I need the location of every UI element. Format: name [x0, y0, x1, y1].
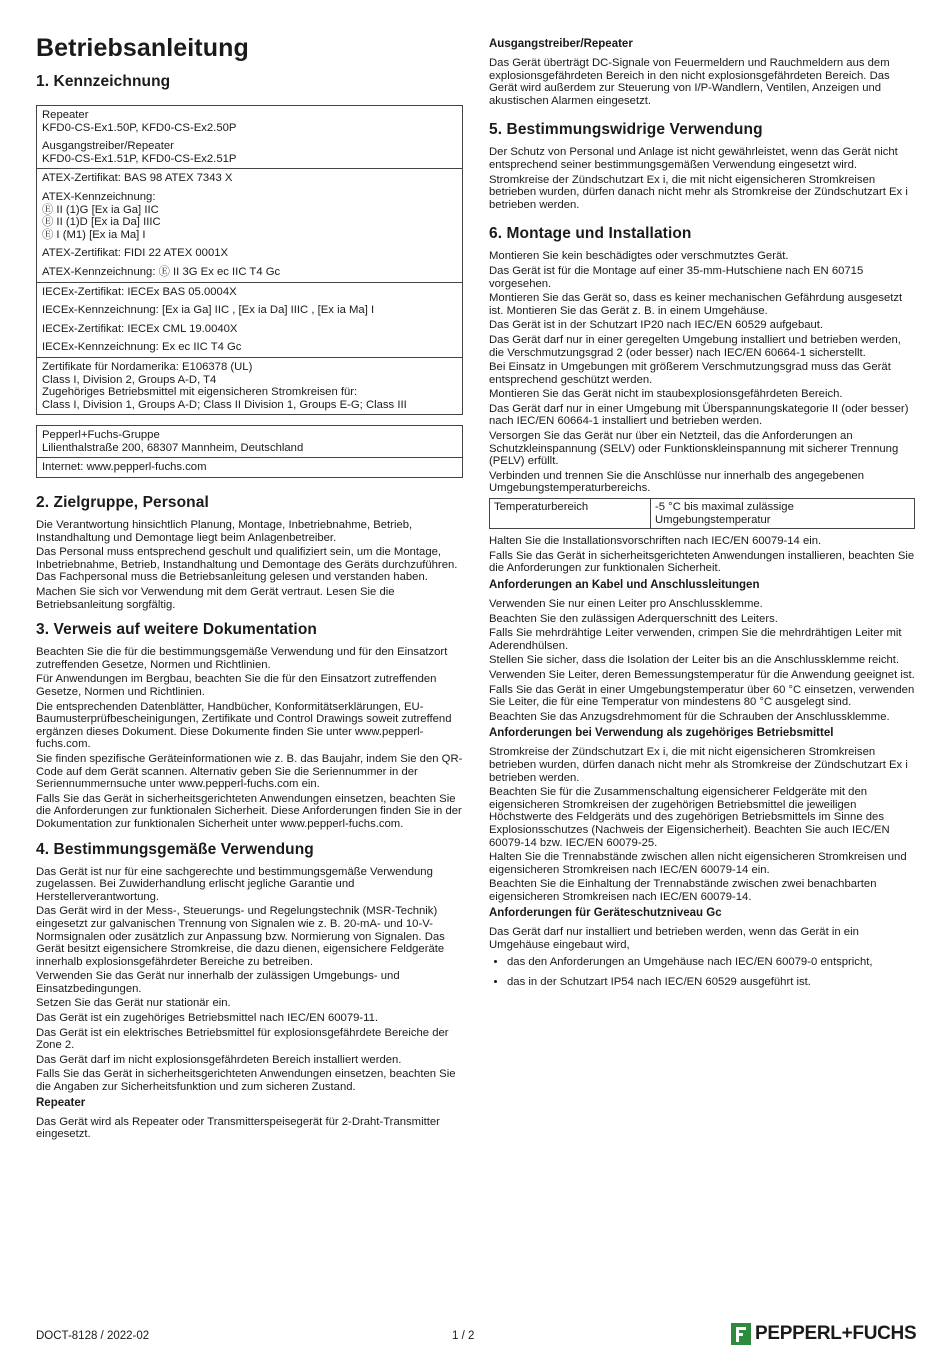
- section-dokumentation: [36, 621, 463, 830]
- subheading-repeater: Repeater: [36, 1096, 86, 1109]
- paragraph: Beachten Sie die Einhaltung der Trennabstände zwischen zwei benachbarten eigensicheren Stromkreisen nach IEC/EN 60079-14.: [489, 878, 877, 903]
- right-column: [489, 38, 915, 999]
- paragraph: Das Gerät ist in der Schutzart IP20 nach IEC/EN 60529 aufgebaut.: [489, 319, 824, 332]
- paragraph: Bei Einsatz in Umgebungen mit größerem Verschmutzungsgrad muss das Gerät entsprechend geschützt werden.: [489, 361, 891, 386]
- section-heading: 6. Montage und Installation: [489, 225, 692, 243]
- logo-text: PEPPERL+FUCHS: [755, 1323, 917, 1344]
- paragraph: Die Verantwortung hinsichtlich Planung, Montage, Inbetriebnahme, Betrieb, Instandhaltung und Demontage liegt beim Anlagenbetreiber.: [36, 519, 413, 544]
- paragraph: Versorgen Sie das Gerät nur über ein Netzteil, das die Anforderungen an Schutzkleinspannung (SELV) oder Funktionskleinspannung mit sicherer Trennung (PELV) erfüllt.: [489, 430, 899, 468]
- paragraph: Das Gerät wird in der Mess-, Steuerungs- und Regelungstechnik (MSR-Technik) eingesetzt zur galvanischen Trennung von Signalen wie z. B. 20-mA- und 10-V-Normsignalen oder zusätzlich zur Anpassung bzw. Normierung von Signalen. Das Gerät besitzt eigensichere Stromkreise, die dazu dienen, eigensichere Feldgeräte innerhalb explosionsgefährdeter Bereiche zu betreiben.: [36, 905, 445, 968]
- text-line: IECEx-Zertifikat: IECEx BAS 05.0004X: [42, 285, 237, 298]
- paragraph: Falls Sie mehrdrähtige Leiter verwenden, crimpen Sie die mehrdrähtigen Leiter mit Aderendhülsen.: [489, 627, 902, 652]
- paragraph: Beachten Sie das Anzugsdrehmoment für die Schrauben der Anschlussklemme.: [489, 710, 890, 723]
- paragraph: Montieren Sie das Gerät so, dass es keiner mechanischen Gefährdung ausgesetzt ist. Montieren Sie das Gerät z. B. in einem Umgehäuse.: [489, 292, 903, 317]
- section-heading: 4. Bestimmungsgemäße Verwendung: [36, 840, 314, 858]
- paragraph: Der Schutz von Personal und Anlage ist nicht gewährleistet, wenn das Gerät nicht entsprechend seiner bestimmungsgemäßen Verwendung eingesetzt wird.: [489, 146, 898, 171]
- temperature-value: -5 °C bis maximal zulässige Umgebungstemperatur: [651, 499, 915, 529]
- section-heading: 5. Bestimmungswidrige Verwendung: [489, 121, 763, 139]
- text-line: ATEX-Zertifikat: BAS 98 ATEX 7343 X: [42, 172, 233, 185]
- section-bestimmungswidrig: [489, 121, 915, 211]
- list-item: • das den Anforderungen an Umgehäuse nach IEC/EN 60079-0 entspricht,: [507, 956, 915, 969]
- paragraph: Verwenden Sie Leiter, deren Bemessungstemperatur für die Anwendung geeignet ist.: [489, 668, 915, 681]
- text-line: ATEX-Zertifikat: FIDI 22 ATEX 0001X: [42, 247, 229, 260]
- marking-cell-products: [37, 106, 463, 169]
- text-line: Zertifikate für Nordamerika: E106378 (UL): [42, 360, 253, 373]
- paragraph: Falls Sie das Gerät in sicherheitsgerichteten Anwendungen einsetzen, beachten Sie die Angaben zur Sicherheitsfunktion und zum sicheren Zustand.: [36, 1068, 456, 1094]
- manufacturer-cell: [37, 426, 463, 458]
- text-line: ATEX-Kennzeichnung: Ⓔ II 3G Ex ec IIC T4 Gc: [42, 265, 281, 278]
- section-montage: [489, 225, 915, 989]
- text-line: KFD0-CS-Ex1.51P, KFD0-CS-Ex2.51P: [42, 152, 237, 165]
- paragraph: Beachten Sie für die Zusammenschaltung eigensicherer Feldgeräte mit den eigensicheren Stromkreisen der zugehörigen Betriebsmittel die jeweiligen Höchstwerte des Feldgeräts und des zugehörigen Betriebsmittels im Sinne des Explosionsschutzes (Nachweis der Eigensicherheit). Beachten Sie auch IEC/EN 60079-14 bzw. IEC/EN 60079-25.: [489, 786, 890, 849]
- gc-bullet-list: [489, 956, 915, 989]
- subheading-associated: Anforderungen bei Verwendung als zugehöriges Betriebsmittel: [489, 727, 834, 740]
- paragraph: Das Gerät ist ein zugehöriges Betriebsmittel nach IEC/EN 60079-11.: [36, 1012, 379, 1025]
- paragraph: Stellen Sie sicher, dass die Isolation der Leiter bis an die Anschlussklemme reicht.: [489, 654, 900, 667]
- left-column: [36, 34, 463, 1151]
- paragraph: Die entsprechenden Datenblätter, Handbücher, Konformitätserklärungen, EU-Baumusterprüfbescheinigungen, Zertifikate und Control Drawings soweit zutreffend ergänzen dieses Dokument. Diese Dokumente finden Sie unter www.pepperl-fuchs.com.: [36, 700, 452, 751]
- text-line: KFD0-CS-Ex1.50P, KFD0-CS-Ex2.50P: [42, 121, 237, 134]
- marking-table: [36, 105, 463, 415]
- paragraph: Sie finden spezifische Geräteinformationen wie z. B. das Baujahr, indem Sie den QR-Code auf dem Gerät scannen. Alternativ geben Sie die Seriennummer in der Seriennummernsuche unter www.pepperl-fuchs.com ein.: [36, 752, 463, 791]
- temperature-label: Temperaturbereich: [490, 499, 651, 529]
- paragraph: Stromkreise der Zündschutzart Ex i, die mit nicht eigensicheren Stromkreisen betrieben wurden, dürfen danach nicht mehr als Stromkreise der Zündschutzart Ex i betrieben werden.: [489, 746, 908, 784]
- text-line: Ausgangstreiber/Repeater: [42, 140, 174, 153]
- paragraph: Montieren Sie das Gerät nicht im staubexplosionsgefährdeten Bereich.: [489, 388, 843, 401]
- text-line: IECEx-Zertifikat: IECEx CML 19.0040X: [42, 322, 238, 335]
- website-link[interactable]: Internet: www.pepperl-fuchs.com: [42, 461, 207, 474]
- paragraph: Das Gerät ist ein elektrisches Betriebsmittel für explosionsgefährdete Bereiche der Zone 2.: [36, 1026, 449, 1052]
- text-line: Zugehöriges Betriebsmittel mit eigensicheren Stromkreisen für:: [42, 386, 358, 399]
- paragraph: Das Gerät wird als Repeater oder Transmitterspeisegerät für 2-Draht-Transmitter eingesetzt.: [36, 1115, 440, 1141]
- paragraph: Das Gerät ist für die Montage auf einer 35-mm-Hutschiene nach EN 60715 vorgesehen.: [489, 264, 864, 290]
- paragraph: Halten Sie die Installationsvorschriften nach IEC/EN 60079-14 ein.: [489, 535, 822, 548]
- paragraph: Montieren Sie kein beschädigtes oder verschmutztes Gerät.: [489, 250, 789, 263]
- paragraph: Falls Sie das Gerät in sicherheitsgerichteten Anwendungen installieren, beachten Sie die Anforderungen zur funktionalen Sicherheit.: [489, 549, 915, 575]
- subheading-cable: Anforderungen an Kabel und Anschlussleitungen: [489, 579, 760, 591]
- paragraph: Setzen Sie das Gerät nur stationär ein.: [36, 997, 231, 1010]
- section-zielgruppe: [36, 494, 463, 611]
- list-item: • das in der Schutzart IP54 nach IEC/EN 60529 ausgeführt ist.: [507, 976, 915, 989]
- text-line: Class I, Division 2, Groups A-D, T4: [42, 373, 217, 386]
- paragraph: Verwenden Sie das Gerät nur innerhalb der zulässigen Umgebungs- und Einsatzbedingungen.: [36, 970, 400, 995]
- text-line: Ⓔ II (1)G [Ex ia Ga] IIC: [42, 203, 159, 216]
- page-number: 1 / 2: [452, 1330, 475, 1342]
- paragraph: Das Gerät darf im nicht explosionsgefährdeten Bereich installiert werden.: [36, 1053, 402, 1066]
- paragraph: Das Personal muss entsprechend geschult und qualifiziert sein, um die Montage, Inbetriebnahme, Betrieb, Instandhaltung und Demontage des Geräts durchzuführen. Das Fachpersonal muss die Betriebsanleitung gelesen und verstanden haben.: [36, 546, 458, 584]
- text-line: IECEx-Kennzeichnung: [Ex ia Ga] IIC , [Ex ia Da] IIIC , [Ex ia Ma] I: [42, 304, 375, 317]
- pepperl-fuchs-logo-icon: [731, 1323, 751, 1345]
- text-line: Lilienthalstraße 200, 68307 Mannheim, Deutschland: [42, 441, 304, 454]
- paragraph: Das Gerät darf nur in einer Umgebung mit Überspannungskategorie II (oder besser) nach IEC/EN 60664-1 installiert und betrieben werden.: [489, 402, 909, 428]
- paragraph: Das Gerät ist nur für eine sachgerechte und bestimmungsgemäße Verwendung zugelassen. Bei Zuwiderhandlung erlischt jegliche Garantie und Herstellerverantwortung.: [36, 865, 433, 903]
- text-line: Ⓔ I (M1) [Ex ia Ma] I: [42, 228, 146, 241]
- paragraph: Beachten Sie den zulässigen Aderquerschnitt des Leiters.: [489, 612, 778, 625]
- paragraph: Das Gerät darf nur installiert und betrieben werden, wenn das Gerät in ein Umgehäuse eingebaut wird,: [489, 926, 859, 952]
- section-heading: 3. Verweis auf weitere Dokumentation: [36, 621, 317, 639]
- paragraph: Das Gerät überträgt DC-Signale von Feuermeldern und Rauchmeldern aus dem explosionsgefährdeten Bereich in den nicht explosionsgefährdeten Bereich. Das Gerät wird außerdem zur Steuerung von I/P-Wandlern, Ventilen, Anzeigen und akustischen Alarmen eingesetzt.: [489, 57, 890, 107]
- temperature-table: [489, 498, 915, 529]
- marking-cell-atex: [37, 169, 463, 282]
- text-line: Repeater: [42, 109, 89, 121]
- subheading-driver: Ausgangstreiber/Repeater: [489, 38, 633, 50]
- paragraph: Falls Sie das Gerät in sicherheitsgerichteten Anwendungen einsetzen, beachten Sie die Anforderungen zur funktionalen Sicherheit. Diese Anforderungen finden Sie in der Dokumentation zur funktionalen Sicherheit unter www.pepperl-fuchs.com.: [36, 792, 462, 830]
- manufacturer-table: [36, 425, 463, 478]
- text-line: IECEx-Kennzeichnung: Ex ec IIC T4 Gc: [42, 341, 242, 354]
- paragraph: Stromkreise der Zündschutzart Ex i, die mit nicht eigensicheren Stromkreisen betrieben wurden, dürfen danach nicht mehr als Stromkreise der Zündschutzart Ex i betrieben werden.: [489, 173, 908, 211]
- marking-cell-north-america: [37, 357, 463, 414]
- text-line: ATEX-Kennzeichnung:: [42, 190, 156, 203]
- paragraph: Beachten Sie die für die bestimmungsgemäße Verwendung und für den Einsatzort zutreffenden Gesetze, Normen und Richtlinien.: [36, 646, 448, 671]
- text-line: Pepperl+Fuchs-Gruppe: [42, 429, 160, 442]
- section-ausgangstreiber: [489, 38, 915, 107]
- paragraph: Halten Sie die Trennabstände zwischen allen nicht eigensicheren Stromkreisen und eigensicheren Stromkreisen nach IEC/EN 60079-14 ein.: [489, 851, 907, 876]
- section-heading: 1. Kennzeichnung: [36, 73, 171, 90]
- brand-logo: [731, 1322, 916, 1346]
- page-title: Betriebsanleitung: [36, 34, 249, 62]
- marking-cell-iecex: [37, 282, 463, 357]
- text-line: Class I, Division 1, Groups A-D; Class II Division 1, Groups E-G; Class III: [42, 398, 407, 411]
- section-kennzeichnung: [36, 73, 463, 478]
- text-line: Ⓔ II (1)D [Ex ia Da] IIIC: [42, 216, 161, 229]
- paragraph: Für Anwendungen im Bergbau, beachten Sie die für den Einsatzort zutreffenden Gesetze, Normen und Richtlinien.: [36, 673, 437, 698]
- paragraph: Verwenden Sie nur einen Leiter pro Anschlussklemme.: [489, 598, 763, 610]
- section-heading: 2. Zielgruppe, Personal: [36, 494, 209, 512]
- paragraph: Das Gerät darf nur in einer geregelten Umgebung installiert und betrieben werden, die Verschmutzungsgrad 2 (oder besser) nach IEC/EN 60664-1 sicherstellt.: [489, 333, 901, 359]
- subheading-gc: Anforderungen für Geräteschutzniveau Gc: [489, 907, 722, 920]
- section-bestimmungsgemaess: [36, 841, 463, 1141]
- paragraph: Machen Sie sich vor Verwendung mit dem Gerät vertraut. Lesen Sie die Betriebsanleitung sorgfältig.: [36, 586, 395, 611]
- doc-number: DOCT-8128 / 2022-02: [36, 1330, 150, 1342]
- paragraph: Falls Sie das Gerät in einer Umgebungstemperatur über 60 °C einsetzen, verwenden Sie Leiter, die für eine Temperatur von mindestens 80 °C ausgelegt sind.: [489, 683, 915, 709]
- paragraph: Verbinden und trennen Sie die Anschlüsse nur innerhalb des angegebenen Umgebungstemperaturbereichs.: [489, 469, 864, 495]
- website-cell: [37, 458, 463, 478]
